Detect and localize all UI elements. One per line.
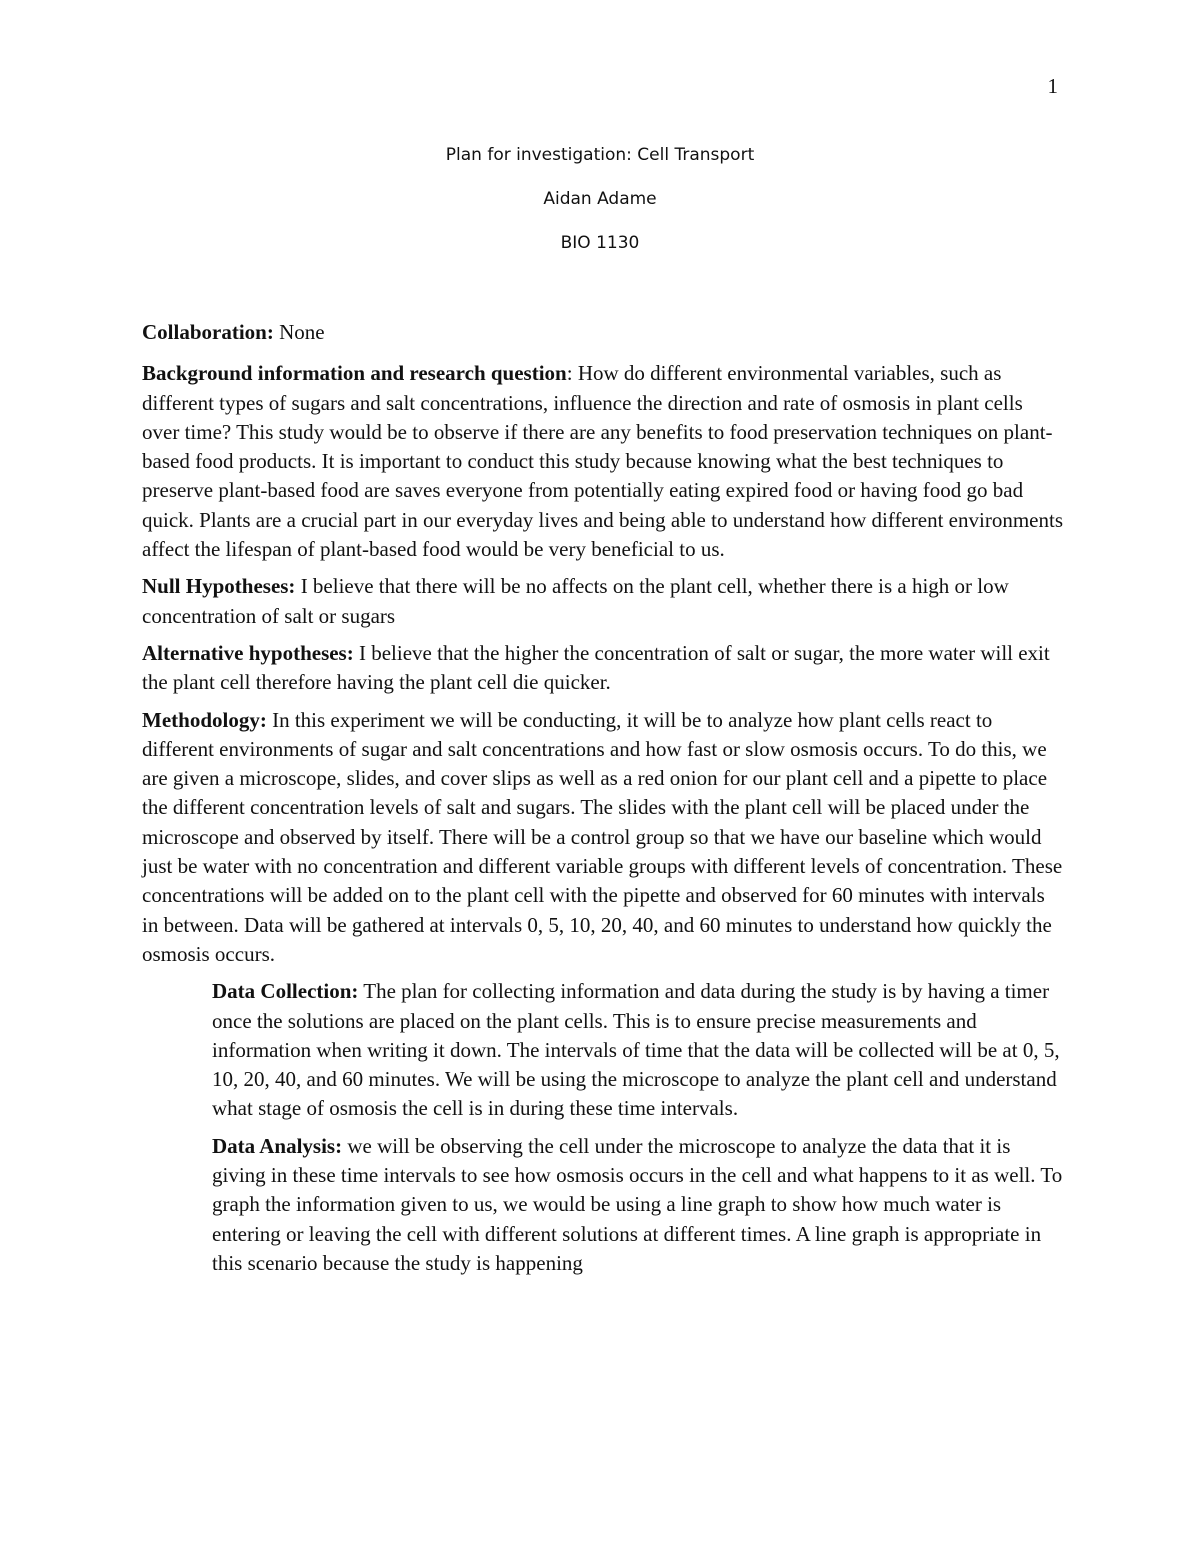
null-hypotheses-paragraph — [142, 572, 1064, 631]
data-analysis-paragraph — [212, 1132, 1064, 1278]
data-collection-text: The plan for collecting information and data during the study is by having a timer once the solutions are placed on the plant cells. This is to ensure precise measurements and information when writing it down. The intervals of time that the data will be collected will be at 0, 5, 10, 20, 40, and 60 minutes. We will be using the microscope to analyze the plant cell and understand what stage of osmosis the cell is in during these time intervals. — [212, 979, 1060, 1121]
data-collection-paragraph — [212, 977, 1064, 1123]
data-analysis-text: we will be observing the cell under the microscope to analyze the data that it is giving in these time intervals to see how osmosis occurs in the cell and what happens to it as well. To graph the information given to us, we would be using a line graph to show how much water is entering or leaving the cell with different solutions at different times. A line graph is appropriate in this scenario because the study is happening — [212, 1133, 1063, 1275]
methodology-paragraph — [142, 706, 1064, 970]
background-text: : How do different environmental variables, such as different types of sugars and salt concentrations, influence the direction and rate of osmosis in plant cells over time? This study would be to observe if there are any benefits to food preservation techniques on plant-based food products. It is important to conduct this study because knowing what the best techniques to preserve plant-based food are saves everyone from potentially eating expired food or having food go bad quick. Plants are a crucial part in our everyday lives and being able to understand how different environments affect the lifespan of plant-based food would be very beneficial to us. — [142, 361, 1063, 562]
null-hypotheses-label: Null Hypotheses: — [142, 574, 296, 599]
data-analysis-label: Data Analysis: — [212, 1133, 343, 1158]
collaboration-text: None — [273, 320, 325, 344]
document-title: Plan for investigation: Cell Transport — [445, 145, 755, 165]
course-code: BIO 1130 — [560, 233, 640, 253]
background-paragraph — [142, 359, 1064, 564]
collaboration-paragraph — [142, 318, 1064, 347]
title-block — [0, 143, 1200, 255]
data-collection-label: Data Collection: — [212, 979, 359, 1004]
author-name: Aidan Adame — [543, 189, 657, 209]
background-label: Background information and research question — [142, 361, 567, 386]
page-number: 1 — [1047, 74, 1058, 98]
alternative-hypotheses-label: Alternative hypotheses: — [142, 640, 354, 665]
alternative-hypotheses-paragraph — [142, 639, 1064, 698]
null-hypotheses-text: I believe that there will be no affects on the plant cell, whether there is a high or low concentration of salt or sugars — [142, 574, 1009, 628]
document-body — [142, 318, 1064, 1286]
methodology-label: Methodology: — [142, 707, 267, 732]
alternative-hypotheses-text: I believe that the higher the concentration of salt or sugar, the more water will exit the plant cell therefore having the plant cell die quicker. — [142, 640, 1050, 695]
methodology-text: In this experiment we will be conducting, it will be to analyze how plant cells react to different environments of sugar and salt concentrations and how fast or slow osmosis occurs. To do this, we are given a microscope, slides, and cover slips as well as a red onion for our plant cell and a pipette to place the different concentration levels of salt and sugars. The slides with the plant cell will be placed under the microscope and observed by itself. There will be a control group so that we have our baseline which would just be water with no concentration and different variable groups with different levels of concentration. These concentrations will be added on to the plant cell with the pipette and observed for 60 minutes with intervals in between. Data will be gathered at intervals 0, 5, 10, 20, 40, and 60 minutes to understand how quickly the osmosis occurs. — [142, 707, 1063, 966]
collaboration-label: Collaboration: — [142, 320, 274, 344]
